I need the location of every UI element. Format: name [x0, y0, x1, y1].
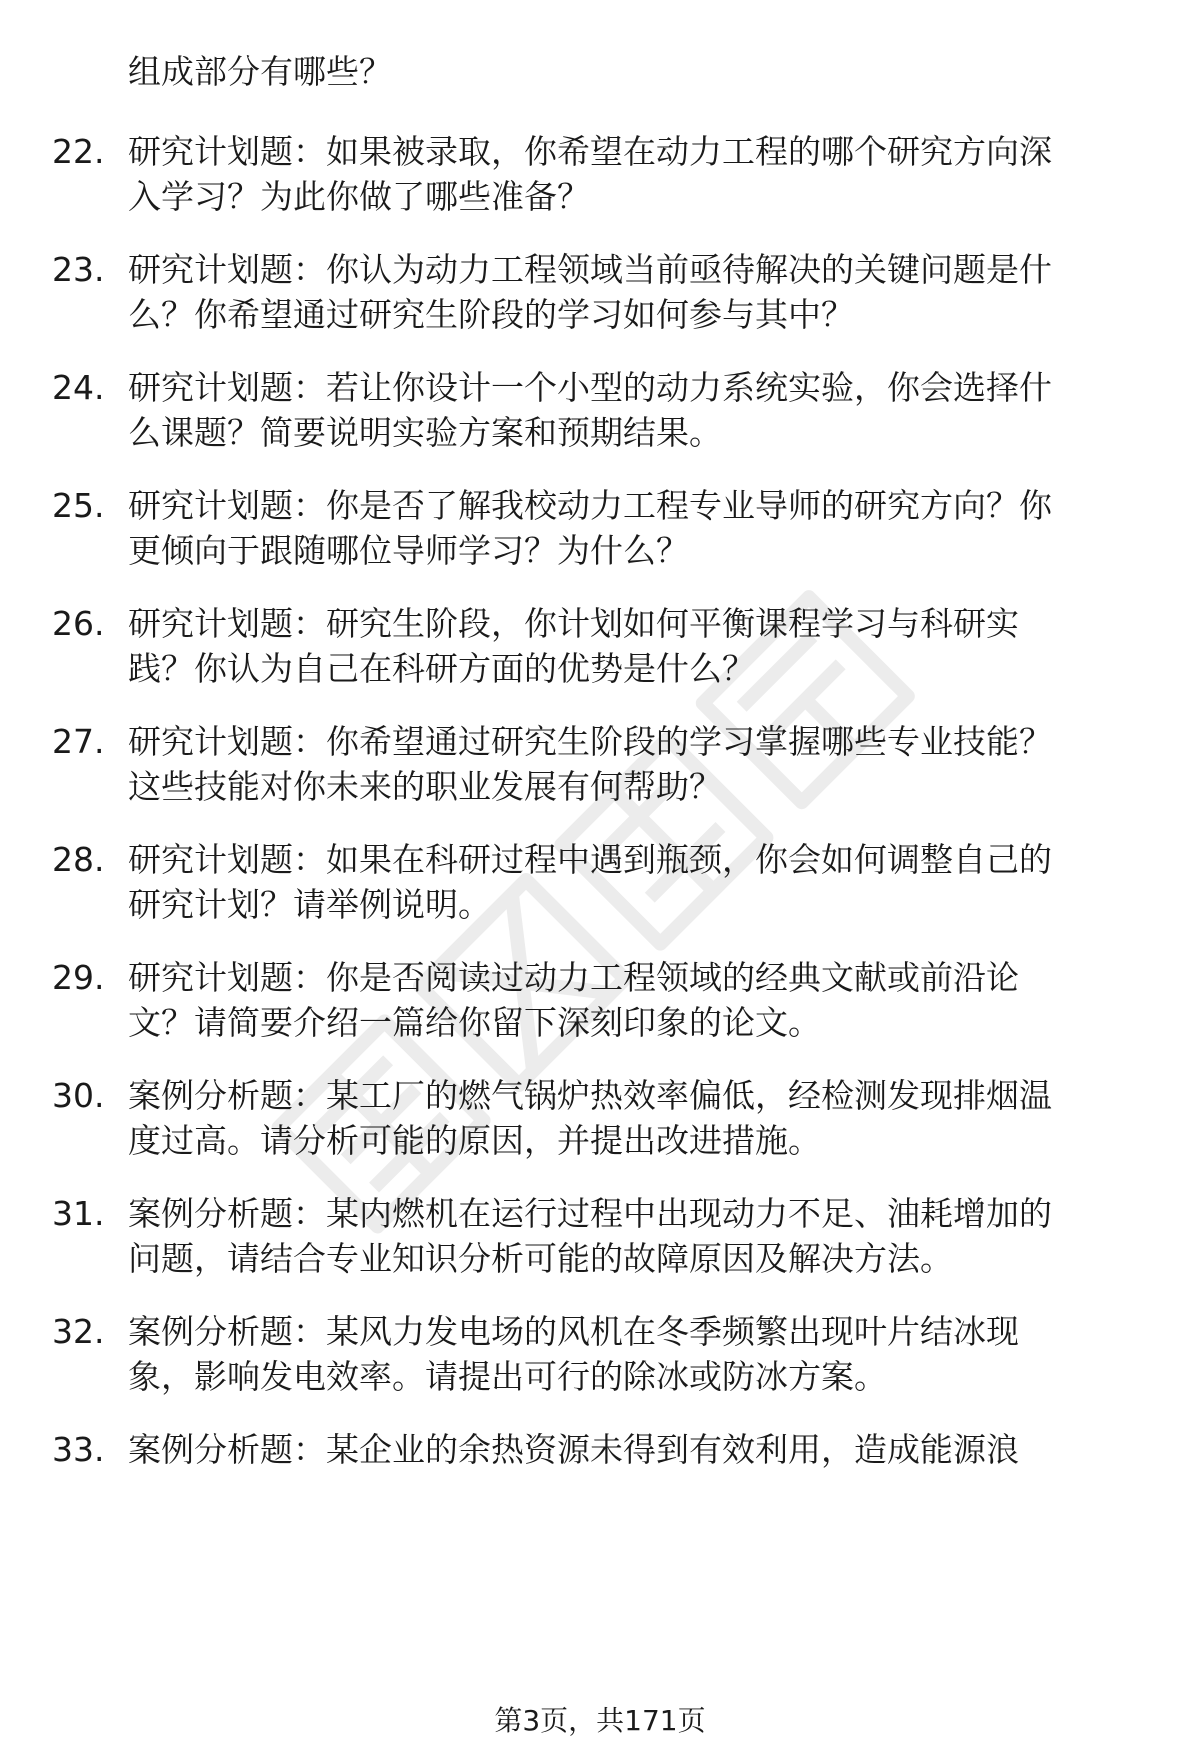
item-number: 24. [52, 368, 105, 407]
item-number: 31. [52, 1194, 105, 1233]
item-text: 案例分析题：某企业的余热资源未得到有效利用，造成能源浪 [128, 1430, 1019, 1469]
item-number: 32. [52, 1312, 105, 1351]
item-text: 研究计划题：你是否了解我校动力工程专业导师的研究方向？你 [128, 486, 1052, 525]
item-text: 这些技能对你未来的职业发展有何帮助？ [128, 767, 722, 806]
item-number: 23. [52, 250, 105, 289]
continuation-line: 组成部分有哪些？ [128, 52, 392, 91]
item-text: 么？你希望通过研究生阶段的学习如何参与其中？ [128, 295, 854, 334]
item-number: 29. [52, 958, 105, 997]
item-text: 案例分析题：某内燃机在运行过程中出现动力不足、油耗增加的 [128, 1194, 1052, 1233]
item-text: 问题，请结合专业知识分析可能的故障原因及解决方法。 [128, 1239, 953, 1278]
item-text: 研究计划题：研究生阶段，你计划如何平衡课程学习与科研实 [128, 604, 1019, 643]
item-text: 践？你认为自己在科研方面的优势是什么？ [128, 649, 755, 688]
item-text: 研究计划题：若让你设计一个小型的动力系统实验，你会选择什 [128, 368, 1052, 407]
item-text: 度过高。请分析可能的原因，并提出改进措施。 [128, 1121, 821, 1160]
item-text: 入学习？为此你做了哪些准备？ [128, 177, 590, 216]
item-number: 22. [52, 132, 105, 171]
item-text: 文？请简要介绍一篇给你留下深刻印象的论文。 [128, 1003, 821, 1042]
item-number: 27. [52, 722, 105, 761]
item-text: 研究计划？请举例说明。 [128, 885, 491, 924]
item-text: 象，影响发电效率。请提出可行的除冰或防冰方案。 [128, 1357, 887, 1396]
item-text: 案例分析题：某风力发电场的风机在冬季频繁出现叶片结冰现 [128, 1312, 1019, 1351]
page-footer: 第3页，共171页 [494, 1704, 706, 1737]
item-text: 研究计划题：如果在科研过程中遇到瓶颈，你会如何调整自己的 [128, 840, 1052, 879]
item-text: 研究计划题：你是否阅读过动力工程领域的经典文献或前沿论 [128, 958, 1019, 997]
item-number: 28. [52, 840, 105, 879]
item-text: 研究计划题：如果被录取，你希望在动力工程的哪个研究方向深 [128, 132, 1052, 171]
item-text: 研究计划题：你认为动力工程领域当前亟待解决的关键问题是什 [128, 250, 1052, 289]
item-text: 么课题？简要说明实验方案和预期结果。 [128, 413, 722, 452]
item-text: 更倾向于跟随哪位导师学习？为什么？ [128, 531, 689, 570]
item-number: 26. [52, 604, 105, 643]
item-number: 33. [52, 1430, 105, 1469]
item-text: 案例分析题：某工厂的燃气锅炉热效率偏低，经检测发现排烟温 [128, 1076, 1052, 1115]
item-text: 研究计划题：你希望通过研究生阶段的学习掌握哪些专业技能？ [128, 722, 1052, 761]
item-number: 30. [52, 1076, 105, 1115]
item-number: 25. [52, 486, 105, 525]
